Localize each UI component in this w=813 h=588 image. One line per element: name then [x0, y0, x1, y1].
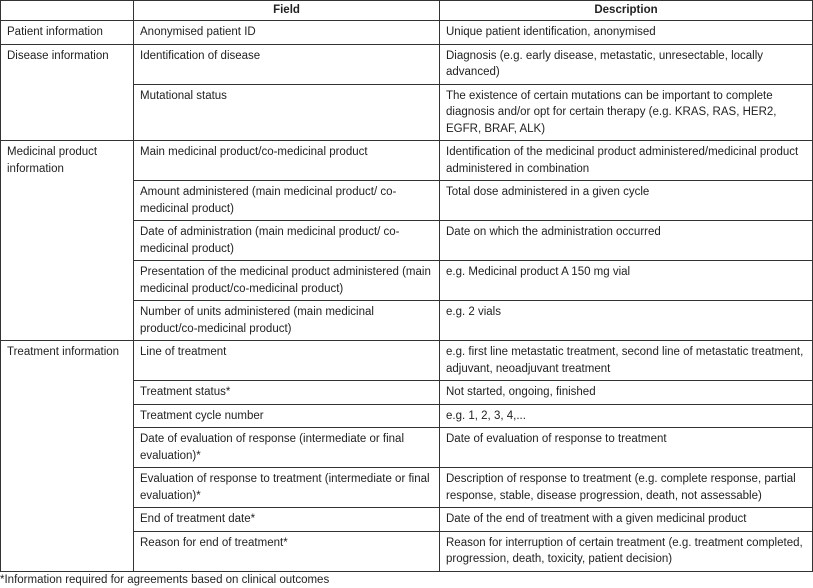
field-cell: Evaluation of response to treatment (intermediate or final evaluation)* [134, 468, 440, 508]
table-row [1, 141, 813, 181]
description-cell: Total dose administered in a given cycle [440, 181, 813, 221]
category-cell: Patient information [1, 21, 134, 45]
table-header-row [1, 1, 813, 21]
table-row [1, 341, 813, 381]
field-cell: Line of treatment [134, 341, 440, 381]
description-cell: Diagnosis (e.g. early disease, metastatic, unresectable, locally advanced) [440, 44, 813, 84]
table-row [1, 21, 813, 45]
header-field: Field [134, 1, 440, 21]
header-description: Description [440, 1, 813, 21]
description-cell: Identification of the medicinal product administered/medicinal product administered in combination [440, 141, 813, 181]
description-cell: Not started, ongoing, finished [440, 381, 813, 405]
category-cell: Medicinal product information [1, 141, 134, 341]
description-cell: Reason for interruption of certain treatment (e.g. treatment completed, progression, death, toxicity, patient decision) [440, 531, 813, 571]
footnote: *Information required for agreements based on clinical outcomes [0, 573, 330, 586]
description-cell: e.g. Medicinal product A 150 mg vial [440, 261, 813, 301]
category-cell: Treatment information [1, 341, 134, 572]
field-cell: Identification of disease [134, 44, 440, 84]
description-cell: The existence of certain mutations can be important to complete diagnosis and/or opt for certain therapy (e.g. KRAS, RAS, HER2, EGFR, BRAF, ALK) [440, 84, 813, 141]
field-cell: Main medicinal product/co-medicinal product [134, 141, 440, 181]
field-cell: Date of administration (main medicinal product/ co-medicinal product) [134, 221, 440, 261]
field-cell: Presentation of the medicinal product administered (main medicinal product/co-medicinal product) [134, 261, 440, 301]
field-cell: End of treatment date* [134, 508, 440, 532]
description-cell: Description of response to treatment (e.g. complete response, partial response, stable, disease progression, death, not assessable) [440, 468, 813, 508]
field-cell: Amount administered (main medicinal product/ co-medicinal product) [134, 181, 440, 221]
description-cell: Date on which the administration occurred [440, 221, 813, 261]
description-cell: Date of the end of treatment with a given medicinal product [440, 508, 813, 532]
description-cell: Unique patient identification, anonymised [440, 21, 813, 45]
field-cell: Treatment cycle number [134, 404, 440, 428]
field-cell: Number of units administered (main medicinal product/co-medicinal product) [134, 301, 440, 341]
field-cell: Reason for end of treatment* [134, 531, 440, 571]
field-cell: Anonymised patient ID [134, 21, 440, 45]
category-cell: Disease information [1, 44, 134, 141]
header-category [1, 1, 134, 21]
description-cell: e.g. first line metastatic treatment, second line of metastatic treatment, adjuvant, neoadjuvant treatment [440, 341, 813, 381]
description-cell: e.g. 2 vials [440, 301, 813, 341]
field-cell: Treatment status* [134, 381, 440, 405]
table-row [1, 44, 813, 84]
description-cell: e.g. 1, 2, 3, 4,... [440, 404, 813, 428]
field-cell: Date of evaluation of response (intermediate or final evaluation)* [134, 428, 440, 468]
description-cell: Date of evaluation of response to treatment [440, 428, 813, 468]
field-cell: Mutational status [134, 84, 440, 141]
